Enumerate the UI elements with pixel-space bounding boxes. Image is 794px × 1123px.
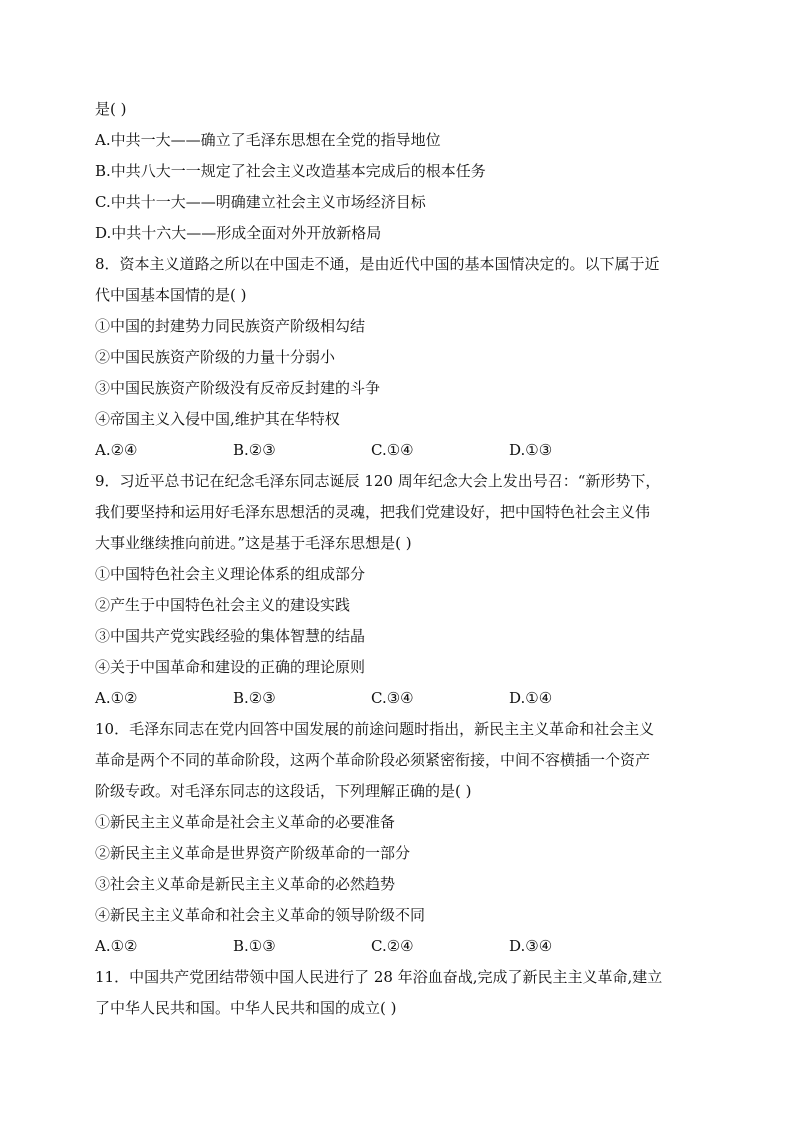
question-7-tail <box>95 94 705 249</box>
question-9 <box>95 466 705 714</box>
question-8-choice-b: B.②③ <box>233 441 276 459</box>
question-11-stem-line: 11．中国共产党团结带领中国人民进行了 28 年浴血奋战,完成了新民主主义革命,建立 <box>95 968 663 986</box>
question-9-item-3: ③中国共产党实践经验的集体智慧的结晶 <box>95 627 366 645</box>
question-10-choice-a: A.①② <box>95 937 138 955</box>
question-11 <box>95 962 705 1024</box>
question-8-stem-line: 8．资本主义道路之所以在中国走不通，是由近代中国的基本国情决定的。以下属于近 <box>95 255 660 273</box>
question-10-choice-c: C.②④ <box>371 937 414 955</box>
question-8-choices <box>95 435 705 466</box>
question-10-choice-b: B.①③ <box>233 937 276 955</box>
question-7-option-c: C.中共十一大——明确建立社会主义市场经济目标 <box>95 193 426 211</box>
question-8-stem <box>95 249 705 311</box>
question-9-stem-line: 我们要坚持和运用好毛泽东思想活的灵魂，把我们党建设好，把中国特色社会主义伟 <box>95 503 651 521</box>
question-10-item-2: ②新民主主义革命是世界资产阶级革命的一部分 <box>95 844 411 862</box>
question-9-choice-d: D.①④ <box>509 689 553 707</box>
question-10 <box>95 714 705 962</box>
question-7-option-d: D.中共十六大——形成全面对外开放新格局 <box>95 224 382 242</box>
question-7-option-a: A.中共一大——确立了毛泽东思想在全党的指导地位 <box>95 131 441 149</box>
question-11-stem-line: 了中华人民共和国。中华人民共和国的成立( ) <box>95 999 397 1017</box>
question-10-choice-d: D.③④ <box>509 937 553 955</box>
question-10-stem-line: 10．毛泽东同志在党内回答中国发展的前途问题时指出，新民主主义革命和社会主义 <box>95 720 655 738</box>
question-10-stem <box>95 714 705 807</box>
question-10-choices <box>95 931 705 962</box>
question-7-option-b: B.中共八大一一规定了社会主义改造基本完成后的根本任务 <box>95 162 486 180</box>
question-7-stem-end: 是( ) <box>95 100 127 118</box>
question-11-stem <box>95 962 705 1024</box>
question-9-stem-line: 9．习近平总书记在纪念毛泽东同志诞辰 120 周年纪念大会上发出号召：“新形势下， <box>95 472 661 490</box>
question-8-item-2: ②中国民族资产阶级的力量十分弱小 <box>95 348 336 366</box>
question-8-item-1: ①中国的封建势力同民族资产阶级相勾结 <box>95 317 366 335</box>
question-8-stem-line: 代中国基本国情的是( ) <box>95 286 247 304</box>
question-9-item-1: ①中国特色社会主义理论体系的组成部分 <box>95 565 366 583</box>
question-9-choice-a: A.①② <box>95 689 138 707</box>
question-8-choice-d: D.①③ <box>509 441 553 459</box>
question-10-item-1: ①新民主主义革命是社会主义革命的必要准备 <box>95 813 396 831</box>
question-8-item-3: ③中国民族资产阶级没有反帝反封建的斗争 <box>95 379 381 397</box>
question-9-stem-line: 大事业继续推向前进。”这是基于毛泽东思想是( ) <box>95 534 412 552</box>
question-8 <box>95 249 705 466</box>
question-9-choice-c: C.③④ <box>371 689 414 707</box>
question-10-item-3: ③社会主义革命是新民主主义革命的必然趋势 <box>95 875 396 893</box>
question-9-item-2: ②产生于中国特色社会主义的建设实践 <box>95 596 351 614</box>
question-8-choice-a: A.②④ <box>95 441 138 459</box>
question-9-choice-b: B.②③ <box>233 689 276 707</box>
question-list <box>95 94 705 1024</box>
question-8-choice-c: C.①④ <box>371 441 414 459</box>
question-10-item-4: ④新民主主义革命和社会主义革命的领导阶级不同 <box>95 906 426 924</box>
question-8-item-4: ④帝国主义入侵中国,维护其在华特权 <box>95 410 340 428</box>
question-10-stem-line: 阶级专政。对毛泽东同志的这段话，下列理解正确的是( ) <box>95 782 472 800</box>
question-9-stem <box>95 466 705 559</box>
question-9-item-4: ④关于中国革命和建设的正确的理论原则 <box>95 658 366 676</box>
question-10-stem-line: 革命是两个不同的革命阶段，这两个革命阶段必须紧密衔接，中间不容横插一个资产 <box>95 751 651 769</box>
question-9-choices <box>95 683 705 714</box>
